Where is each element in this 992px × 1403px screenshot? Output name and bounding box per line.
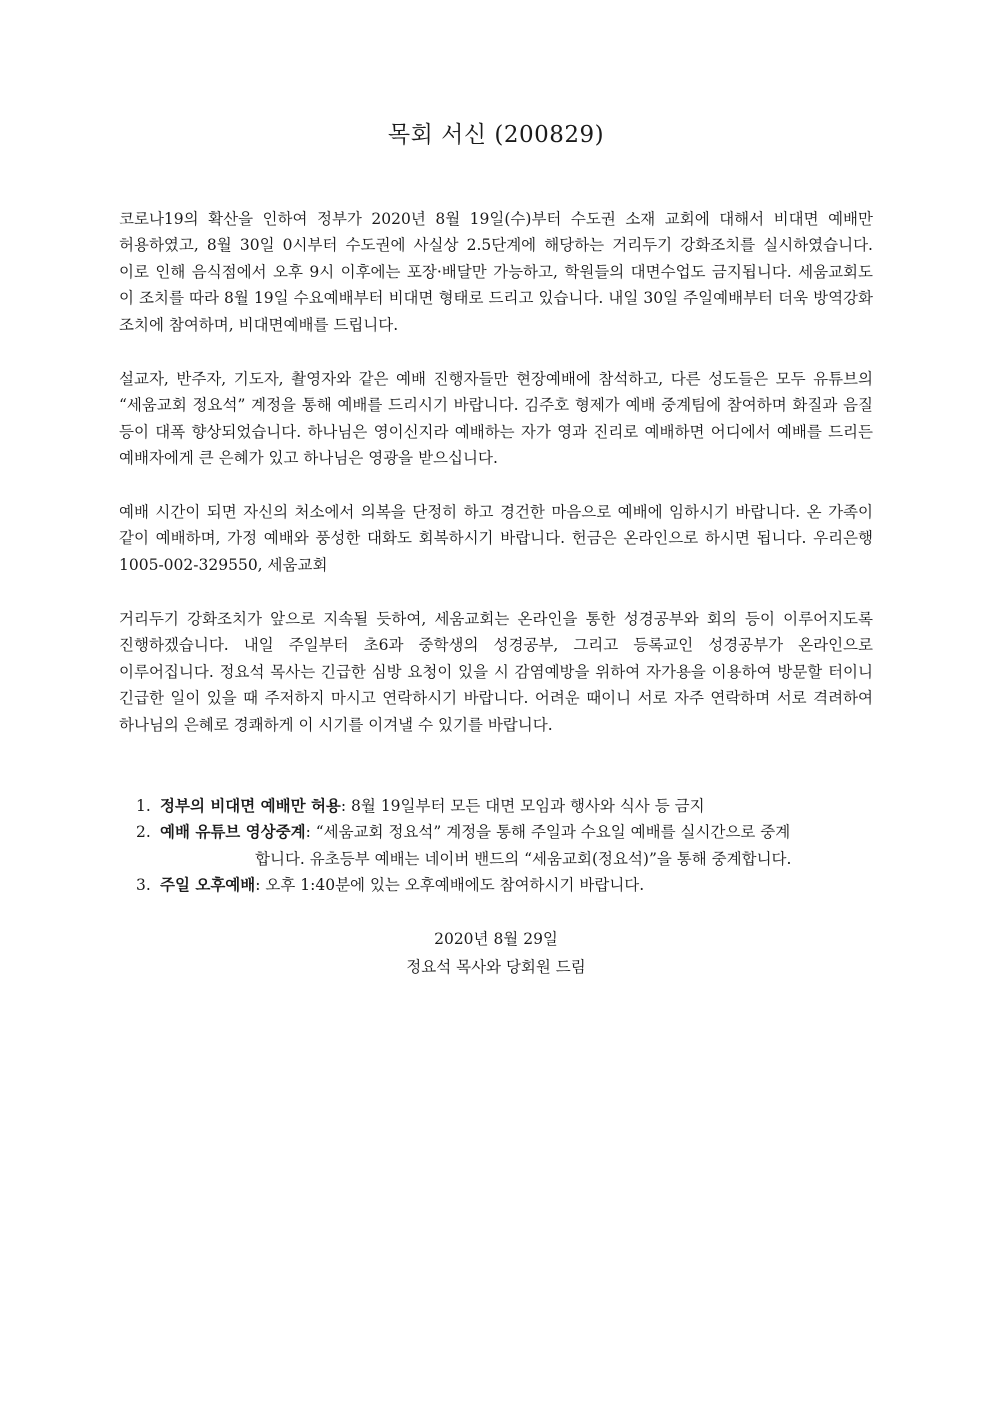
letter-date: 2020년 8월 29일 (434, 930, 558, 948)
list-item-number: 2. (136, 823, 151, 842)
list-item-heading: 예배 유튜브 영상중계 (160, 822, 306, 842)
list-item-heading: 정부의 비대면 예배만 허용 (160, 796, 341, 815)
list-item-text: : 8월 19일부터 모든 대면 모임과 행사와 식사 등 금지 (340, 797, 705, 815)
list-item (136, 872, 873, 898)
list-item-number: 3. (136, 876, 151, 895)
paragraph-4: 거리두기 강화조치가 앞으로 지속될 듯하여, 세움교회는 온라인을 통한 성경공부와 회의 등이 이루어지도록 진행하겠습니다. 내일 주일부터 초6과 중학생의 성경공부, 그리고 등록교인 성경공부가 온라인으로 이루어집니다. 정요석 목사는 긴급한 심방 요청이 있을 시 감염예방을 위하여 자가용을 이용하여 방문할 터이니 긴급한 일이 있을 때 주저하지 마시고 연락하시기 바랍니다. 어려운 때이니 서로 자주 연락하며 서로 격려하여 하나님의 은혜로 경쾌하게 이 시기를 이겨낼 수 있기를 바랍니다. (119, 610, 873, 734)
letter-signer: 정요석 목사와 당회원 드림 (406, 958, 586, 976)
notice-list (136, 793, 873, 899)
list-item-number: 1. (136, 797, 151, 815)
list-item-text-continued: 합니다. 유초등부 예배는 네이버 밴드의 “세움교회(정요석)”을 통해 중계합니다. (255, 849, 792, 868)
paragraph-3: 예배 시간이 되면 자신의 처소에서 의복을 단정히 하고 경건한 마음으로 예배에 임하시기 바랍니다. 온 가족이 같이 예배하며, 가정 예배와 풍성한 대화도 회복하시기 바랍니다. 헌금은 온라인으로 하시면 됩니다. 우리은행 1005-002-329550, 세움교회 (119, 503, 873, 574)
list-item (136, 793, 873, 819)
list-item-text: : 오후 1:40분에 있는 오후예배에도 참여하시기 바랍니다. (255, 876, 645, 895)
list-item-text: : “세움교회 정요석” 계정을 통해 주일과 수요일 예배를 실시간으로 중계 (305, 823, 791, 842)
list-item-heading: 주일 오후예배 (160, 875, 256, 895)
letter-title: 목회 서신 (200829) (387, 122, 605, 148)
paragraph-2: 설교자, 반주자, 기도자, 촬영자와 같은 예배 진행자들만 현장예배에 참석하고, 다른 성도들은 모두 유튜브의 “세움교회 정요석” 계정을 통해 예배를 드리시기 바랍니다. 김주호 형제가 예배 중계팀에 참여하며 화질과 음질 등이 대폭 향상되었습니다. 하나님은 영이신지라 예배하는 자가 영과 진리로 예배하면 어디에서 예배를 드리든 예배자에게 큰 은혜가 있고 하나님은 영광을 받으십니다. (119, 370, 873, 468)
list-item (136, 819, 873, 872)
paragraph-1: 코로나19의 확산을 인하여 정부가 2020년 8월 19일(수)부터 수도권 소재 교회에 대해서 비대면 예배만 허용하였고, 8월 30일 0시부터 수도권에 사실상 2.5단계에 해당하는 거리두기 강화조치를 실시하였습니다. 이로 인해 음식점에서 오후 9시 이후에는 포장·배달만 가능하고, 학원들의 대면수업도 금지됩니다. 세움교회도 이 조치를 따라 8월 19일 수요예배부터 비대면 형태로 드리고 있습니다. 내일 30일 주일예배부터 더욱 방역강화 조치에 참여하며, 비대면예배를 드립니다. (119, 210, 873, 334)
